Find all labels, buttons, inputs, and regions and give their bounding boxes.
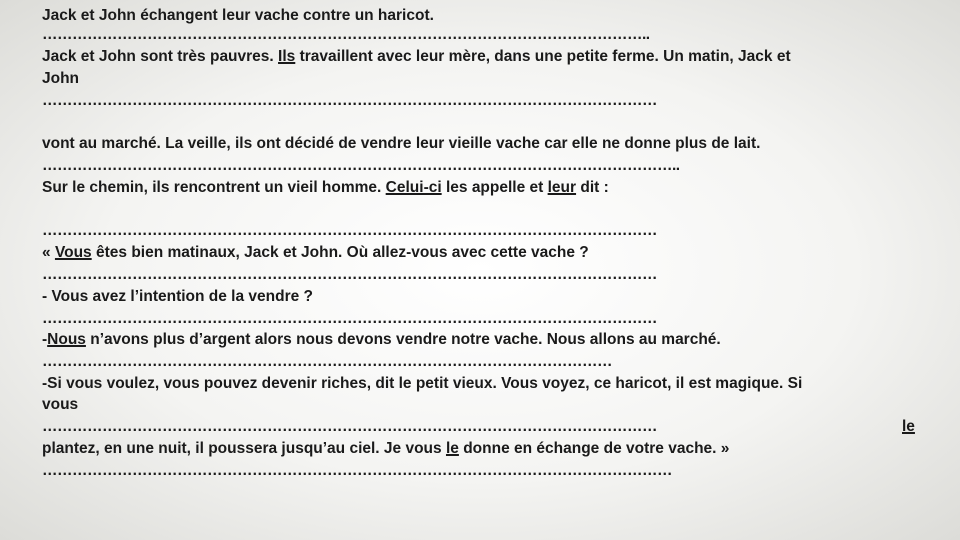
text-line [42,179,609,197]
dotted-answer-line: …………………………………………………………………………………………………………… [42,222,657,239]
underlined-word: Celui-ci [385,179,442,196]
text-segment: - [42,331,48,348]
text-segment: Jack et John sont très pauvres. [42,48,279,65]
text-segment: plantez, en une nuit, il poussera jusqu’au ciel. Je vous [42,440,446,457]
text-line: - Vous avez l’intention de la vendre ? [42,288,314,305]
underlined-word: leur [547,179,577,196]
dotted-answer-line: …………………………………………………………………………………………………… [42,353,612,370]
underlined-word: Vous [54,244,92,261]
text-line: John [42,70,80,87]
text-line: vont au marché. La veille, ils ont décidé de vendre leur vieille vache car elle ne donne plus de lait. [42,135,761,152]
text-segment: travaillent avec leur mère, dans une petite ferme. Un matin, Jack et [295,48,791,65]
text-line [42,418,922,436]
text-line: vous [42,396,79,413]
text-line [42,244,589,262]
text-segment: les appelle et [441,179,548,196]
text-segment: « [42,244,55,261]
text-line-title: Jack et John échangent leur vache contre un haricot. [42,7,434,24]
dotted-answer-line: ……………………………………………………………………………………………………………… [42,462,672,479]
text-segment: dit : [576,179,609,196]
text-line: -Si vous voulez, vous pouvez devenir riches, dit le petit vieux. Vous voyez, ce haricot, il est magique. Si [42,375,803,392]
text-line [42,440,729,458]
text-segment: Sur le chemin, ils rencontrent un vieil homme. [42,179,386,196]
text-segment: n’avons plus d’argent alors nous devons vendre notre vache. Nous allons au marché. [85,331,721,348]
underlined-word: le [445,440,459,457]
dotted-answer-line: …………………………………………………………………………………………………………… [42,310,657,327]
dotted-answer-line: …………………………………………………………………………………………………………… [42,266,657,283]
underlined-word: Nous [47,331,86,348]
dotted-answer-line: …………………………………………………………………………………………………………… [42,92,657,109]
underlined-word: le [902,418,915,435]
text-line [42,48,791,66]
text-line [42,331,721,349]
text-segment: êtes bien matinaux, Jack et John. Où allez-vous avec cette vache ? [91,244,589,261]
text-segment: donne en échange de votre vache. » [458,440,730,457]
underlined-word: Ils [278,48,296,65]
dotted-answer-line: ………………………………………………………………………………………………………….. [42,26,650,43]
dotted-answer-line: …………………………………………………………………………………………………………… [42,418,657,435]
dotted-answer-line: ……………………………………………………………………………………………………………….. [42,157,680,174]
